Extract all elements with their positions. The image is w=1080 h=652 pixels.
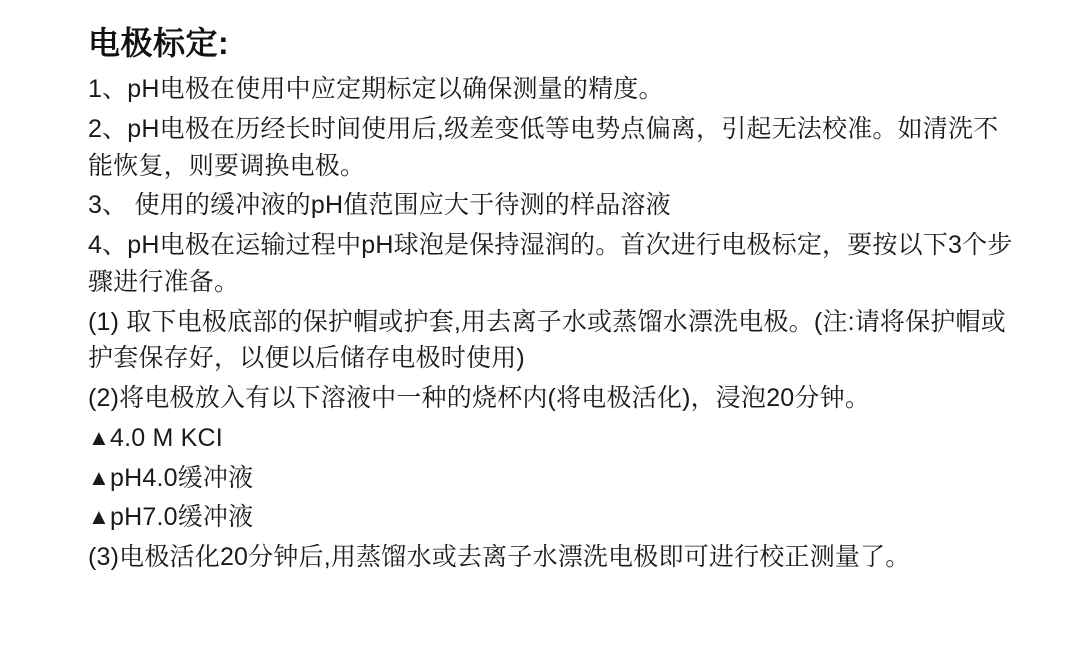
list-item (88, 460, 1020, 497)
paragraph-step-1: (1) 取下电极底部的保护帽或护套,用去离子水或蒸馏水漂洗电极。(注:请将保护帽或护套保存好，以便以后储存电极时使用) (88, 307, 1006, 373)
paragraph-step-2: (2)将电极放入有以下溶液中一种的烧杯内(将电极活化)，浸泡20分钟。 (88, 384, 871, 413)
list-item-label: pH7.0缓冲液 (109, 503, 254, 532)
paragraph-item-3: 3、 使用的缓冲液的pH值范围应大于待测的样品溶液 (88, 191, 671, 220)
triangle-bullet-icon: ▲ (88, 464, 110, 490)
page-title: 电极标定: (88, 25, 230, 61)
paragraph-step-3: (3)电极活化20分钟后,用蒸馏水或去离子水漂洗电极即可进行校正测量了。 (88, 543, 911, 572)
list-item (88, 499, 1020, 536)
list-item (88, 420, 1020, 457)
paragraph-item-2: 2、pH电极在历经长时间使用后,级差变低等电势点偏离，引起无法校准。如清洗不能恢复，则要调换电极。 (88, 114, 999, 180)
paragraph-item-1: 1、pH电极在使用中应定期标定以确保测量的精度。 (88, 75, 664, 104)
list-item-label: pH4.0缓冲液 (109, 463, 254, 492)
triangle-bullet-icon: ▲ (88, 504, 110, 530)
paragraph-item-4: 4、pH电极在运输过程中pH球泡是保持湿润的。首次进行电极标定，要按以下3个步骤进行准备。 (88, 231, 1013, 296)
list-item-label: 4.0 M KCI (109, 423, 223, 452)
triangle-bullet-icon: ▲ (88, 424, 110, 450)
